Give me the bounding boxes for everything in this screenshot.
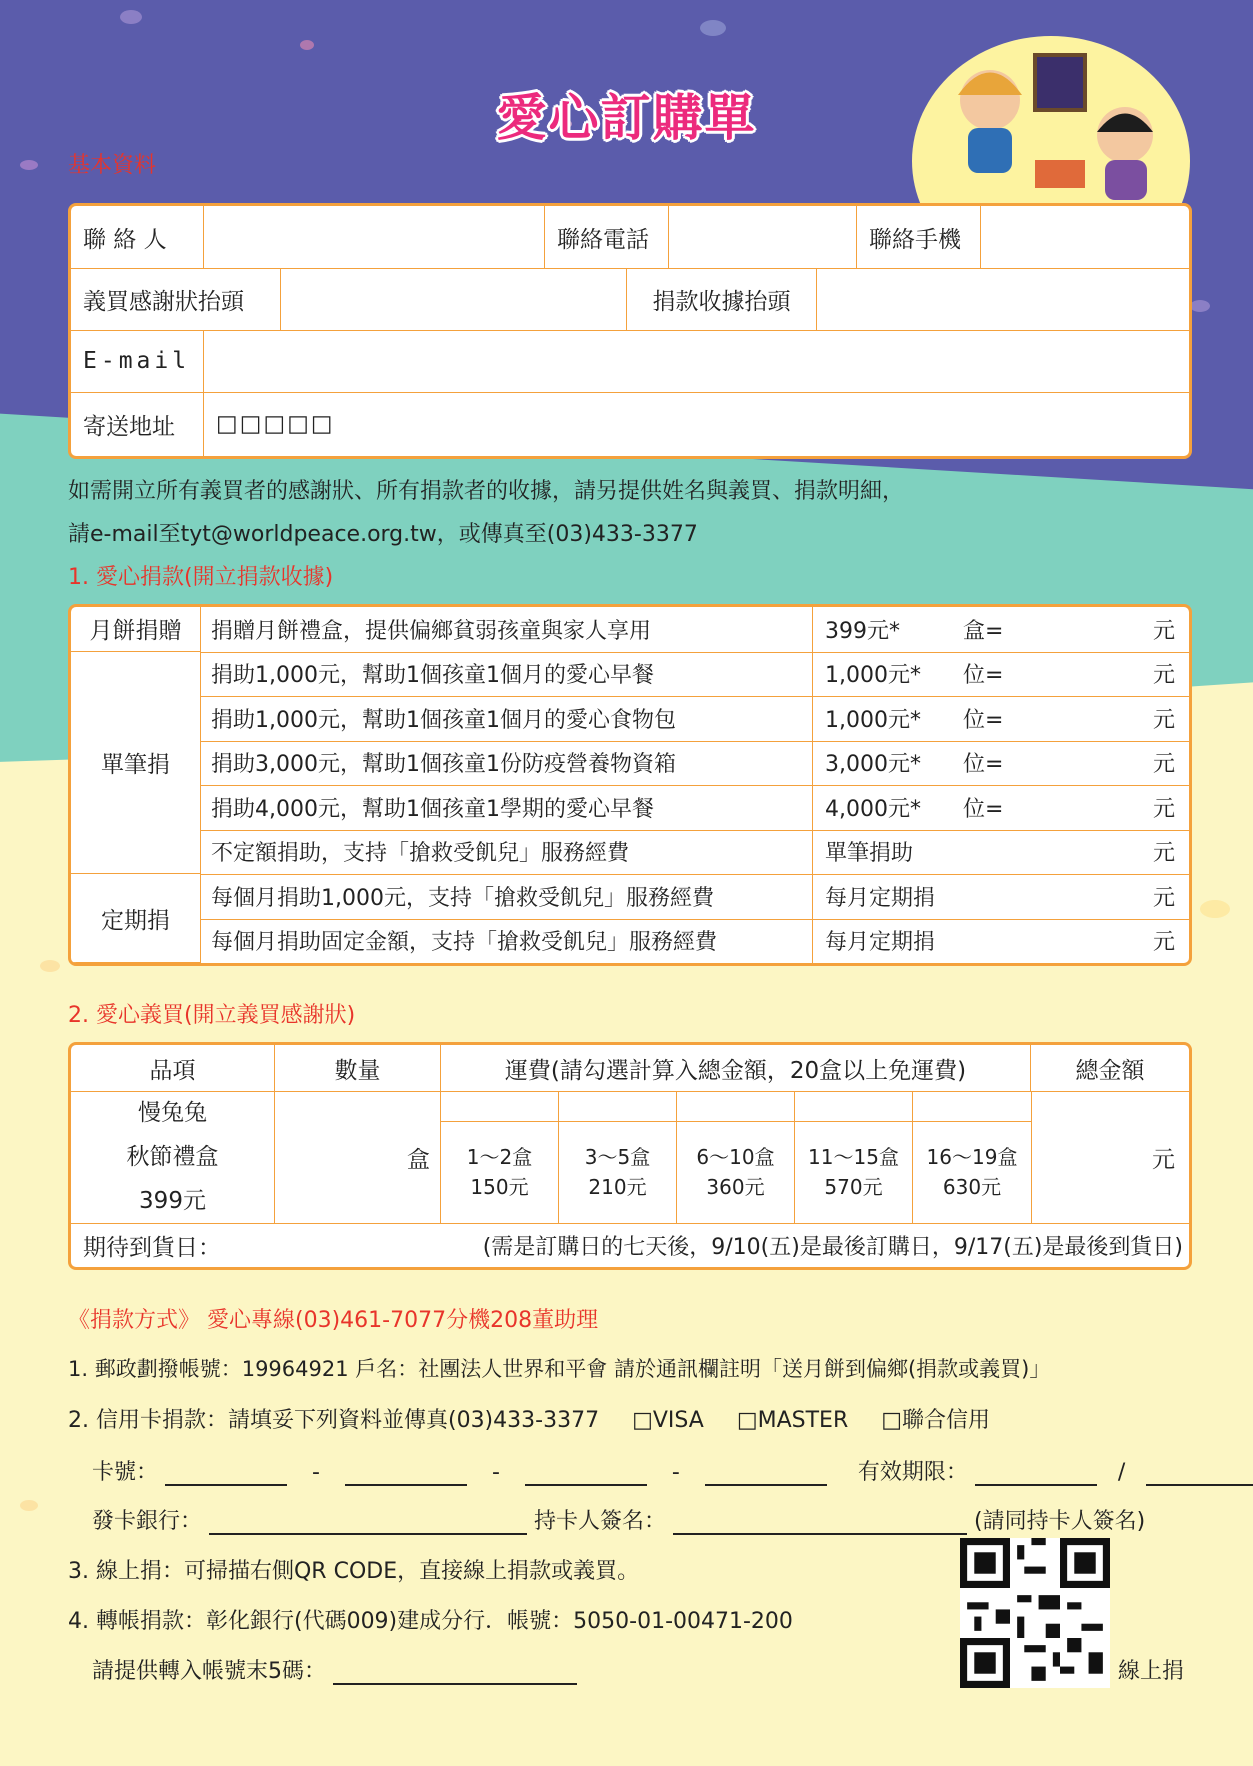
account-last5-label: 請提供轉入帳號末5碼： xyxy=(92,1659,326,1684)
yuan-unit: 元 xyxy=(1152,796,1175,822)
shipping-checkbox[interactable] xyxy=(795,1091,912,1122)
donation-unit xyxy=(963,830,1063,875)
note-line-2: 請e-mail至tyt@worldpeace.org.tw，或傳真至(03)433-3377 xyxy=(68,522,698,547)
confetti xyxy=(20,160,38,170)
card-number-field-2[interactable] xyxy=(345,1460,467,1486)
postal-transfer-info: 1. 郵政劃撥帳號：19964921 戶名：社團法人世界和平會 請於通訊欄註明「送月餅到偏鄉(捐款或義買)」 xyxy=(68,1357,1051,1381)
shipping-fee: 360元 xyxy=(706,1175,765,1199)
shipping-checkbox[interactable] xyxy=(559,1091,676,1122)
card-number-label: 卡號： xyxy=(92,1460,159,1485)
total-field[interactable] xyxy=(1031,1091,1189,1223)
item-name-line-1: 慢兔兔 xyxy=(138,1100,207,1126)
shipping-option[interactable] xyxy=(559,1091,677,1223)
col-total-header: 總金額 xyxy=(1075,1057,1145,1084)
basic-info-table xyxy=(68,203,1192,459)
confetti xyxy=(300,40,314,50)
confetti xyxy=(700,20,726,36)
shipping-option[interactable] xyxy=(913,1091,1031,1223)
visa-checkbox[interactable]: □VISA xyxy=(632,1408,704,1433)
card-number-field-4[interactable] xyxy=(705,1460,827,1486)
qr-code[interactable] xyxy=(960,1538,1110,1688)
donation-unit: 盒= xyxy=(963,618,1004,644)
holder-sign-field[interactable] xyxy=(673,1509,967,1535)
shipping-range: 3～5盒 xyxy=(584,1145,651,1169)
donation-amount-field[interactable] xyxy=(1063,919,1189,964)
delivery-label: 期待到貨日： xyxy=(83,1234,221,1261)
note-line-1: 如需開立所有義買者的感謝狀、所有捐款者的收據，請另提供姓名與義買、捐款明細， xyxy=(68,479,905,504)
donation-row xyxy=(201,741,1189,787)
donation-price: 399元* xyxy=(825,618,900,644)
confetti xyxy=(1200,900,1230,918)
donation-amount-field[interactable] xyxy=(1063,830,1189,875)
shipping-fee: 150元 xyxy=(470,1175,529,1199)
credit-card-text: 2. 信用卡捐款：請填妥下列資料並傳真(03)433-3377 xyxy=(68,1408,600,1433)
donation-unit: 位= xyxy=(963,796,1004,822)
confetti xyxy=(20,1500,38,1511)
donation-unit: 位= xyxy=(963,752,1004,778)
donation-row xyxy=(201,696,1189,742)
donation-description: 捐助1,000元，幫助1個孩童1個月的愛心食物包 xyxy=(201,696,813,741)
contact-phone-field[interactable] xyxy=(669,206,857,268)
email-label: E-mail xyxy=(71,330,204,392)
donation-row xyxy=(201,919,1189,964)
shipping-range: 1～2盒 xyxy=(466,1145,533,1169)
contact-mobile-label: 聯絡手機 xyxy=(857,206,981,268)
mooncake-group-label: 月餅捐贈 xyxy=(71,607,201,652)
expiry-slash: / xyxy=(1117,1460,1126,1485)
donation-description: 每個月捐助1,000元，支持「搶救受飢兒」服務經費 xyxy=(201,874,813,919)
donation-amount-field[interactable] xyxy=(1063,696,1189,741)
yuan-unit: 元 xyxy=(1152,707,1175,733)
contact-person-label: 聯 絡 人 xyxy=(71,206,204,268)
card-number-field-3[interactable] xyxy=(525,1460,647,1486)
page-title: 愛心訂購單 xyxy=(496,89,757,147)
item-price: 399元 xyxy=(139,1188,206,1214)
shipping-fee: 630元 xyxy=(942,1175,1002,1199)
qty-unit: 盒 xyxy=(407,1146,430,1173)
donation-unit: 位= xyxy=(963,707,1004,733)
donation-description: 每個月捐助固定金額，支持「搶救受飢兒」服務經費 xyxy=(201,919,813,964)
email-field[interactable] xyxy=(204,330,1189,392)
shipping-range: 6～10盒 xyxy=(696,1145,775,1169)
thanks-header-label: 義買感謝狀抬頭 xyxy=(71,268,281,330)
shipping-range: 16～19盒 xyxy=(926,1145,1018,1169)
item-name xyxy=(71,1091,275,1223)
donation-price: 1,000元* xyxy=(825,663,921,689)
bank-signature-row xyxy=(92,1504,1145,1535)
receipt-header-label: 捐款收據抬頭 xyxy=(627,268,817,330)
contact-person-field[interactable] xyxy=(204,206,545,268)
yuan-unit: 元 xyxy=(1152,663,1175,689)
address-field[interactable]: □□□□□ xyxy=(216,411,335,437)
yuan-unit: 元 xyxy=(1152,930,1175,956)
donation-table xyxy=(68,604,1192,966)
shipping-checkbox[interactable] xyxy=(677,1091,794,1122)
dash-1: - xyxy=(312,1460,320,1485)
sign-note: (請同持卡人簽名) xyxy=(974,1509,1146,1534)
donation-row xyxy=(201,874,1189,920)
address-label: 寄送地址 xyxy=(71,392,204,456)
credit-card-info xyxy=(68,1403,990,1434)
qty-field[interactable] xyxy=(275,1091,441,1223)
yuan-unit: 元 xyxy=(1152,752,1175,778)
card-number-field-1[interactable] xyxy=(165,1460,287,1486)
donation-price: 單筆捐助 xyxy=(825,841,914,867)
col-item-header: 品項 xyxy=(71,1045,275,1091)
shipping-option[interactable] xyxy=(677,1091,795,1223)
donation-price: 3,000元* xyxy=(825,752,921,778)
shipping-checkbox[interactable] xyxy=(913,1091,1031,1122)
dash-2: - xyxy=(491,1460,500,1485)
thanks-header-field[interactable] xyxy=(281,268,627,330)
donation-amount-field[interactable] xyxy=(1063,741,1189,786)
shipping-option[interactable] xyxy=(441,1091,559,1223)
donation-price: 1,000元* xyxy=(825,707,921,733)
donation-row xyxy=(201,607,1189,653)
donation-amount-field[interactable] xyxy=(1063,652,1189,697)
master-checkbox[interactable]: □MASTER xyxy=(736,1408,849,1433)
shipping-checkbox[interactable] xyxy=(441,1091,558,1122)
donation-price: 4,000元* xyxy=(825,796,921,822)
card-number-row xyxy=(92,1455,1253,1486)
qr-label: 線上捐 xyxy=(1118,1659,1185,1684)
purchase-section-label: 2. 愛心義買(開立義買感謝狀) xyxy=(68,1003,356,1028)
account-last5-field[interactable] xyxy=(333,1659,577,1685)
donation-section-label: 1. 愛心捐款(開立捐款收據) xyxy=(68,565,334,590)
contact-phone-label: 聯絡電話 xyxy=(545,206,669,268)
account-last5-row xyxy=(92,1654,577,1685)
receipt-header-field[interactable] xyxy=(817,268,1189,330)
purchase-table xyxy=(68,1042,1192,1270)
bank-transfer-info: 4. 轉帳捐款：彰化銀行(代碼009)建成分行．帳號：5050-01-00471-200 xyxy=(68,1609,793,1634)
donation-amount-field[interactable] xyxy=(1063,874,1189,919)
shipping-options xyxy=(441,1091,1032,1223)
donation-description: 捐助4,000元，幫助1個孩童1學期的愛心早餐 xyxy=(201,785,813,830)
delivery-note: (需是訂購日的七天後，9/10(五)是最後訂購日，9/17(五)是最後到貨日) xyxy=(482,1234,1183,1260)
donation-amount-field[interactable] xyxy=(1063,785,1189,830)
item-name-line-2: 秋節禮盒 xyxy=(126,1144,219,1170)
expiry-label: 有效期限： xyxy=(857,1460,968,1485)
single-donation-group-label: 單筆捐 xyxy=(71,652,201,875)
col-shipping-header: 運費(請勾選計算入總金額，20盒以上免運費) xyxy=(441,1045,1031,1091)
confetti xyxy=(120,10,142,24)
donation-unit: 位= xyxy=(963,663,1004,689)
donation-price: 每月定期捐 xyxy=(825,930,936,956)
basic-section-label: 基本資料 xyxy=(68,153,157,178)
issuing-bank-label: 發卡銀行： xyxy=(92,1509,203,1534)
shipping-option[interactable] xyxy=(795,1091,913,1223)
yuan-unit: 元 xyxy=(1152,841,1175,867)
issuing-bank-field[interactable] xyxy=(209,1509,527,1535)
shipping-range: 11～15盒 xyxy=(808,1145,899,1169)
confetti xyxy=(40,960,60,972)
donation-unit xyxy=(963,874,1063,919)
donation-description: 不定額捐助，支持「搶救受飢兒」服務經費 xyxy=(201,830,813,875)
donation-amount-field[interactable] xyxy=(1063,607,1189,652)
donation-row xyxy=(201,785,1189,831)
dash-3: - xyxy=(671,1460,680,1485)
online-donation-info: 3. 線上捐：可掃描右側QR CODE，直接線上捐款或義買。 xyxy=(68,1559,640,1584)
shipping-fee: 210元 xyxy=(588,1175,647,1199)
col-qty-header: 數量 xyxy=(275,1045,441,1091)
donation-description: 捐助3,000元，幫助1個孩童1份防疫營養物資箱 xyxy=(201,741,813,786)
regular-donation-group-label: 定期捐 xyxy=(71,874,201,963)
payment-heading: 《捐款方式》 愛心專線(03)461-7077分機208董助理 xyxy=(68,1308,599,1333)
donation-description: 捐贈月餅禮盒，提供偏鄉貧弱孩童與家人享用 xyxy=(201,607,813,652)
expiry-year-field[interactable] xyxy=(1146,1460,1253,1486)
confetti xyxy=(1190,300,1210,312)
donation-description: 捐助1,000元，幫助1個孩童1個月的愛心早餐 xyxy=(201,652,813,697)
total-unit: 元 xyxy=(1152,1146,1175,1173)
expiry-month-field[interactable] xyxy=(975,1460,1097,1486)
donation-unit xyxy=(963,919,1063,964)
contact-mobile-field[interactable] xyxy=(981,206,1189,268)
donation-row xyxy=(201,652,1189,698)
shipping-fee: 570元 xyxy=(824,1175,883,1199)
donation-row xyxy=(201,830,1189,876)
yuan-unit: 元 xyxy=(1152,885,1175,911)
yuan-unit: 元 xyxy=(1152,618,1175,644)
holder-sign-label: 持卡人簽名： xyxy=(534,1509,667,1534)
donation-price: 每月定期捐 xyxy=(825,885,936,911)
union-card-checkbox[interactable]: □聯合信用 xyxy=(881,1408,991,1433)
